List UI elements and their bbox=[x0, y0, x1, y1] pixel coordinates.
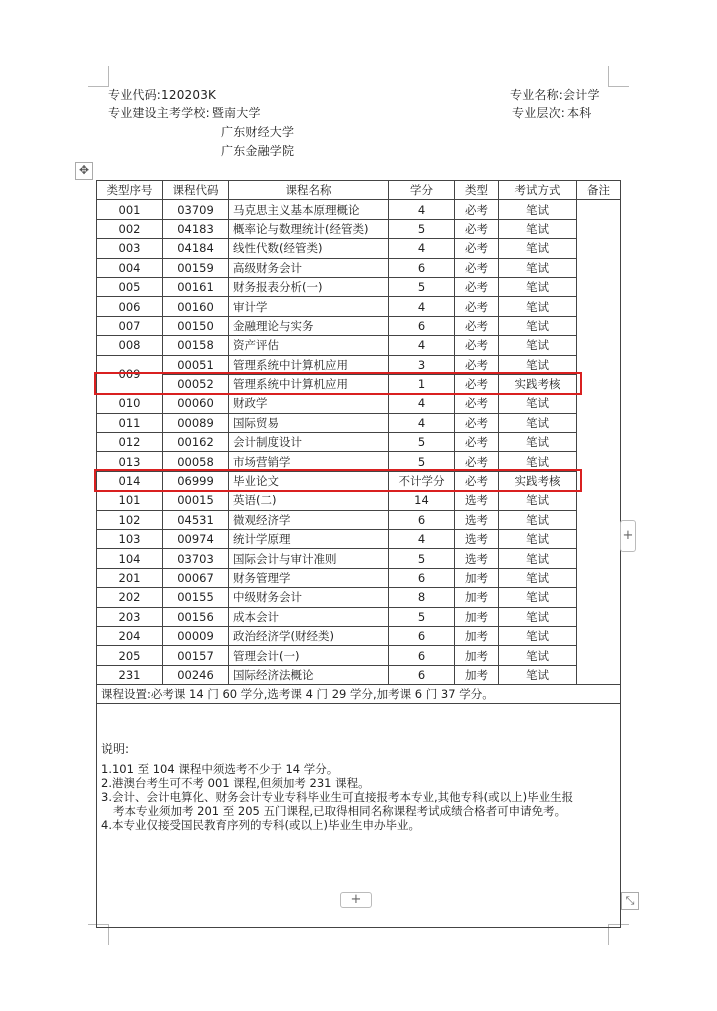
table-header-row bbox=[97, 181, 621, 200]
cell-code: 03703 bbox=[163, 549, 229, 568]
cell-type: 必考 bbox=[455, 355, 499, 374]
cell-exam: 笔试 bbox=[499, 568, 577, 587]
table-row bbox=[97, 219, 621, 238]
cell-name: 微观经济学 bbox=[229, 510, 389, 529]
cell-type: 加考 bbox=[455, 588, 499, 607]
cell-credit: 6 bbox=[389, 258, 455, 277]
cell-credit: 5 bbox=[389, 219, 455, 238]
cell-credit: 6 bbox=[389, 568, 455, 587]
cell-credit: 6 bbox=[389, 665, 455, 684]
major-name-label: 专业名称: bbox=[510, 88, 564, 102]
cell-code: 04531 bbox=[163, 510, 229, 529]
add-row-button[interactable]: + bbox=[340, 892, 372, 908]
note-3: 3.会计、会计电算化、财务会计专业专科毕业生可直接报考本专业,其他专科(或以上)毕业生报 bbox=[101, 790, 574, 805]
cell-code: 00052 bbox=[163, 374, 229, 393]
cell-code: 00060 bbox=[163, 394, 229, 413]
major-name bbox=[510, 88, 600, 103]
resize-icon[interactable]: ⤡ bbox=[621, 892, 639, 910]
major-name-value: 会计学 bbox=[563, 88, 600, 102]
cell-name: 概率论与数理统计(经管类) bbox=[229, 219, 389, 238]
cell-exam: 笔试 bbox=[499, 588, 577, 607]
major-code-label: 专业代码: bbox=[108, 88, 162, 102]
cell-name: 成本会计 bbox=[229, 607, 389, 626]
cell-name: 财政学 bbox=[229, 394, 389, 413]
cell-code: 00162 bbox=[163, 433, 229, 452]
cell-seq: 012 bbox=[97, 433, 163, 452]
school-line bbox=[108, 106, 261, 121]
cell-exam: 笔试 bbox=[499, 336, 577, 355]
cell-seq: 006 bbox=[97, 297, 163, 316]
cell-exam: 笔试 bbox=[499, 626, 577, 645]
cell-seq: 205 bbox=[97, 646, 163, 665]
cell-type: 加考 bbox=[455, 646, 499, 665]
cell-credit: 5 bbox=[389, 549, 455, 568]
major-level-label: 专业层次: bbox=[512, 106, 566, 120]
cell-code: 00157 bbox=[163, 646, 229, 665]
cell-name: 管理系统中计算机应用 bbox=[229, 355, 389, 374]
cell-name: 统计学原理 bbox=[229, 530, 389, 549]
cell-seq: 201 bbox=[97, 568, 163, 587]
cell-name: 中级财务会计 bbox=[229, 588, 389, 607]
cell-exam: 笔试 bbox=[499, 239, 577, 258]
cell-code: 00160 bbox=[163, 297, 229, 316]
col-header-exam: 考试方式 bbox=[499, 181, 577, 200]
cell-credit: 4 bbox=[389, 413, 455, 432]
cell-type: 选考 bbox=[455, 549, 499, 568]
cell-name: 国际贸易 bbox=[229, 413, 389, 432]
cell-exam: 笔试 bbox=[499, 200, 577, 219]
cell-exam: 笔试 bbox=[499, 413, 577, 432]
cell-name: 政治经济学(财经类) bbox=[229, 626, 389, 645]
cell-type: 加考 bbox=[455, 568, 499, 587]
cell-name: 马克思主义基本原理概论 bbox=[229, 200, 389, 219]
col-header-remark: 备注 bbox=[577, 181, 621, 200]
table-row bbox=[97, 413, 621, 432]
cell-exam: 笔试 bbox=[499, 510, 577, 529]
cell-code: 00161 bbox=[163, 277, 229, 296]
cell-seq: 011 bbox=[97, 413, 163, 432]
col-header-credit: 学分 bbox=[389, 181, 455, 200]
table-row bbox=[97, 626, 621, 645]
cell-seq: 003 bbox=[97, 239, 163, 258]
cell-type: 加考 bbox=[455, 665, 499, 684]
table-row bbox=[97, 588, 621, 607]
cell-exam: 笔试 bbox=[499, 646, 577, 665]
crop-mark-top-right bbox=[608, 66, 629, 87]
table-row bbox=[97, 374, 621, 393]
cell-credit: 不计学分 bbox=[389, 471, 455, 490]
table-row bbox=[97, 568, 621, 587]
cell-name: 国际经济法概论 bbox=[229, 665, 389, 684]
cell-seq: 231 bbox=[97, 665, 163, 684]
cell-code: 04184 bbox=[163, 239, 229, 258]
table-row bbox=[97, 510, 621, 529]
cell-code: 00150 bbox=[163, 316, 229, 335]
cell-exam: 笔试 bbox=[499, 277, 577, 296]
cell-type: 必考 bbox=[455, 297, 499, 316]
cell-exam: 笔试 bbox=[499, 355, 577, 374]
table-row bbox=[97, 433, 621, 452]
cell-credit: 4 bbox=[389, 239, 455, 258]
cell-type: 必考 bbox=[455, 374, 499, 393]
cell-seq: 102 bbox=[97, 510, 163, 529]
course-summary: 课程设置:必考课 14 门 60 学分,选考课 4 门 29 学分,加考课 6 门 37 学分。 bbox=[97, 685, 621, 704]
cell-exam: 笔试 bbox=[499, 219, 577, 238]
notes-title: 说明: bbox=[101, 742, 130, 757]
cell-exam: 笔试 bbox=[499, 530, 577, 549]
table-row bbox=[97, 471, 621, 490]
cell-name: 财务报表分析(一) bbox=[229, 277, 389, 296]
add-column-button[interactable]: + bbox=[620, 520, 636, 552]
cell-code: 00009 bbox=[163, 626, 229, 645]
major-level-value: 本科 bbox=[567, 106, 592, 120]
cell-credit: 8 bbox=[389, 588, 455, 607]
school-2: 广东财经大学 bbox=[221, 125, 295, 139]
cell-seq: 002 bbox=[97, 219, 163, 238]
cell-seq: 104 bbox=[97, 549, 163, 568]
table-row bbox=[97, 355, 621, 374]
cell-credit: 5 bbox=[389, 452, 455, 471]
major-code-value: 120203K bbox=[161, 88, 217, 102]
major-level bbox=[512, 106, 591, 121]
cell-exam: 笔试 bbox=[499, 433, 577, 452]
cell-name: 英语(二) bbox=[229, 491, 389, 510]
cell-code: 00015 bbox=[163, 491, 229, 510]
cell-type: 必考 bbox=[455, 413, 499, 432]
cell-code: 00246 bbox=[163, 665, 229, 684]
cell-type: 必考 bbox=[455, 277, 499, 296]
cell-seq: 007 bbox=[97, 316, 163, 335]
cell-credit: 1 bbox=[389, 374, 455, 393]
cell-exam: 笔试 bbox=[499, 316, 577, 335]
table-row bbox=[97, 239, 621, 258]
cell-code: 00067 bbox=[163, 568, 229, 587]
cell-exam: 笔试 bbox=[499, 297, 577, 316]
cell-type: 必考 bbox=[455, 219, 499, 238]
cell-type: 必考 bbox=[455, 336, 499, 355]
table-row bbox=[97, 277, 621, 296]
table-row bbox=[97, 258, 621, 277]
cell-seq: 005 bbox=[97, 277, 163, 296]
cell-code: 00155 bbox=[163, 588, 229, 607]
table-row bbox=[97, 394, 621, 413]
cell-code: 00156 bbox=[163, 607, 229, 626]
cell-seq: 004 bbox=[97, 258, 163, 277]
col-header-seq: 类型序号 bbox=[97, 181, 163, 200]
cell-type: 必考 bbox=[455, 258, 499, 277]
table-row bbox=[97, 316, 621, 335]
cell-exam: 笔试 bbox=[499, 394, 577, 413]
cell-type: 必考 bbox=[455, 433, 499, 452]
col-header-type: 类型 bbox=[455, 181, 499, 200]
school-3: 广东金融学院 bbox=[221, 144, 295, 158]
cell-credit: 6 bbox=[389, 510, 455, 529]
cell-seq: 103 bbox=[97, 530, 163, 549]
cell-type: 加考 bbox=[455, 626, 499, 645]
cell-type: 选考 bbox=[455, 530, 499, 549]
cell-code: 03709 bbox=[163, 200, 229, 219]
table-row bbox=[97, 200, 621, 219]
cell-exam: 笔试 bbox=[499, 549, 577, 568]
cell-name: 审计学 bbox=[229, 297, 389, 316]
cell-credit: 4 bbox=[389, 200, 455, 219]
cell-code: 00058 bbox=[163, 452, 229, 471]
cell-name: 金融理论与实务 bbox=[229, 316, 389, 335]
move-icon[interactable]: ✥ bbox=[75, 162, 93, 180]
cell-credit: 14 bbox=[389, 491, 455, 510]
cell-seq: 001 bbox=[97, 200, 163, 219]
cell-code: 00051 bbox=[163, 355, 229, 374]
cell-seq: 013 bbox=[97, 452, 163, 471]
school-label: 专业建设主考学校: bbox=[108, 106, 210, 120]
cell-credit: 4 bbox=[389, 297, 455, 316]
cell-name: 财务管理学 bbox=[229, 568, 389, 587]
cell-credit: 4 bbox=[389, 394, 455, 413]
course-table bbox=[96, 180, 621, 928]
cell-name: 会计制度设计 bbox=[229, 433, 389, 452]
cell-type: 选考 bbox=[455, 510, 499, 529]
cell-credit: 4 bbox=[389, 530, 455, 549]
cell-seq: 202 bbox=[97, 588, 163, 607]
cell-type: 必考 bbox=[455, 394, 499, 413]
cell-code: 00158 bbox=[163, 336, 229, 355]
note-4: 4.本专业仅接受国民教育序列的专科(或以上)毕业生申办毕业。 bbox=[101, 818, 420, 833]
cell-exam: 笔试 bbox=[499, 607, 577, 626]
cell-type: 必考 bbox=[455, 471, 499, 490]
cell-seq: 204 bbox=[97, 626, 163, 645]
cell-seq: 010 bbox=[97, 394, 163, 413]
cell-type: 必考 bbox=[455, 239, 499, 258]
cell-name: 管理会计(一) bbox=[229, 646, 389, 665]
cell-code: 00159 bbox=[163, 258, 229, 277]
cell-seq: 009 bbox=[97, 355, 163, 394]
cell-name: 毕业论文 bbox=[229, 471, 389, 490]
table-row bbox=[97, 530, 621, 549]
major-code bbox=[108, 88, 216, 103]
cell-type: 必考 bbox=[455, 452, 499, 471]
cell-code: 06999 bbox=[163, 471, 229, 490]
cell-name: 线性代数(经管类) bbox=[229, 239, 389, 258]
cell-exam: 实践考核 bbox=[499, 471, 577, 490]
cell-code: 00089 bbox=[163, 413, 229, 432]
cell-name: 高级财务会计 bbox=[229, 258, 389, 277]
cell-credit: 5 bbox=[389, 607, 455, 626]
note-1: 1.101 至 104 课程中须选考不少于 14 学分。 bbox=[101, 762, 339, 777]
cell-code: 00974 bbox=[163, 530, 229, 549]
cell-name: 国际会计与审计准则 bbox=[229, 549, 389, 568]
note-3-cont: 考本专业须加考 201 至 205 五门课程,已取得相同名称课程考试成绩合格者可申请免考。 bbox=[113, 804, 567, 819]
cell-credit: 3 bbox=[389, 355, 455, 374]
cell-exam: 笔试 bbox=[499, 491, 577, 510]
cell-seq: 008 bbox=[97, 336, 163, 355]
cell-exam: 笔试 bbox=[499, 452, 577, 471]
cell-type: 加考 bbox=[455, 607, 499, 626]
cell-seq: 203 bbox=[97, 607, 163, 626]
table-row bbox=[97, 665, 621, 684]
cell-credit: 6 bbox=[389, 646, 455, 665]
cell-seq: 101 bbox=[97, 491, 163, 510]
school-1: 暨南大学 bbox=[211, 106, 261, 120]
cell-exam: 实践考核 bbox=[499, 374, 577, 393]
cell-type: 必考 bbox=[455, 316, 499, 335]
table-row bbox=[97, 297, 621, 316]
note-2: 2.港澳台考生可不考 001 课程,但须加考 231 课程。 bbox=[101, 776, 370, 791]
crop-mark-top-left bbox=[88, 66, 109, 87]
cell-name: 管理系统中计算机应用 bbox=[229, 374, 389, 393]
cell-remark bbox=[577, 200, 621, 685]
cell-credit: 6 bbox=[389, 626, 455, 645]
table-row bbox=[97, 452, 621, 471]
table-row bbox=[97, 491, 621, 510]
col-header-name: 课程名称 bbox=[229, 181, 389, 200]
cell-name: 资产评估 bbox=[229, 336, 389, 355]
cell-code: 04183 bbox=[163, 219, 229, 238]
cell-exam: 笔试 bbox=[499, 258, 577, 277]
col-header-code: 课程代码 bbox=[163, 181, 229, 200]
cell-type: 必考 bbox=[455, 200, 499, 219]
cell-type: 选考 bbox=[455, 491, 499, 510]
table-row bbox=[97, 607, 621, 626]
table-row bbox=[97, 646, 621, 665]
table-row bbox=[97, 336, 621, 355]
cell-name: 市场营销学 bbox=[229, 452, 389, 471]
summary-row bbox=[97, 685, 621, 704]
cell-credit: 6 bbox=[389, 316, 455, 335]
cell-credit: 4 bbox=[389, 336, 455, 355]
cell-credit: 5 bbox=[389, 277, 455, 296]
table-row bbox=[97, 549, 621, 568]
cell-credit: 5 bbox=[389, 433, 455, 452]
cell-seq: 014 bbox=[97, 471, 163, 490]
cell-exam: 笔试 bbox=[499, 665, 577, 684]
